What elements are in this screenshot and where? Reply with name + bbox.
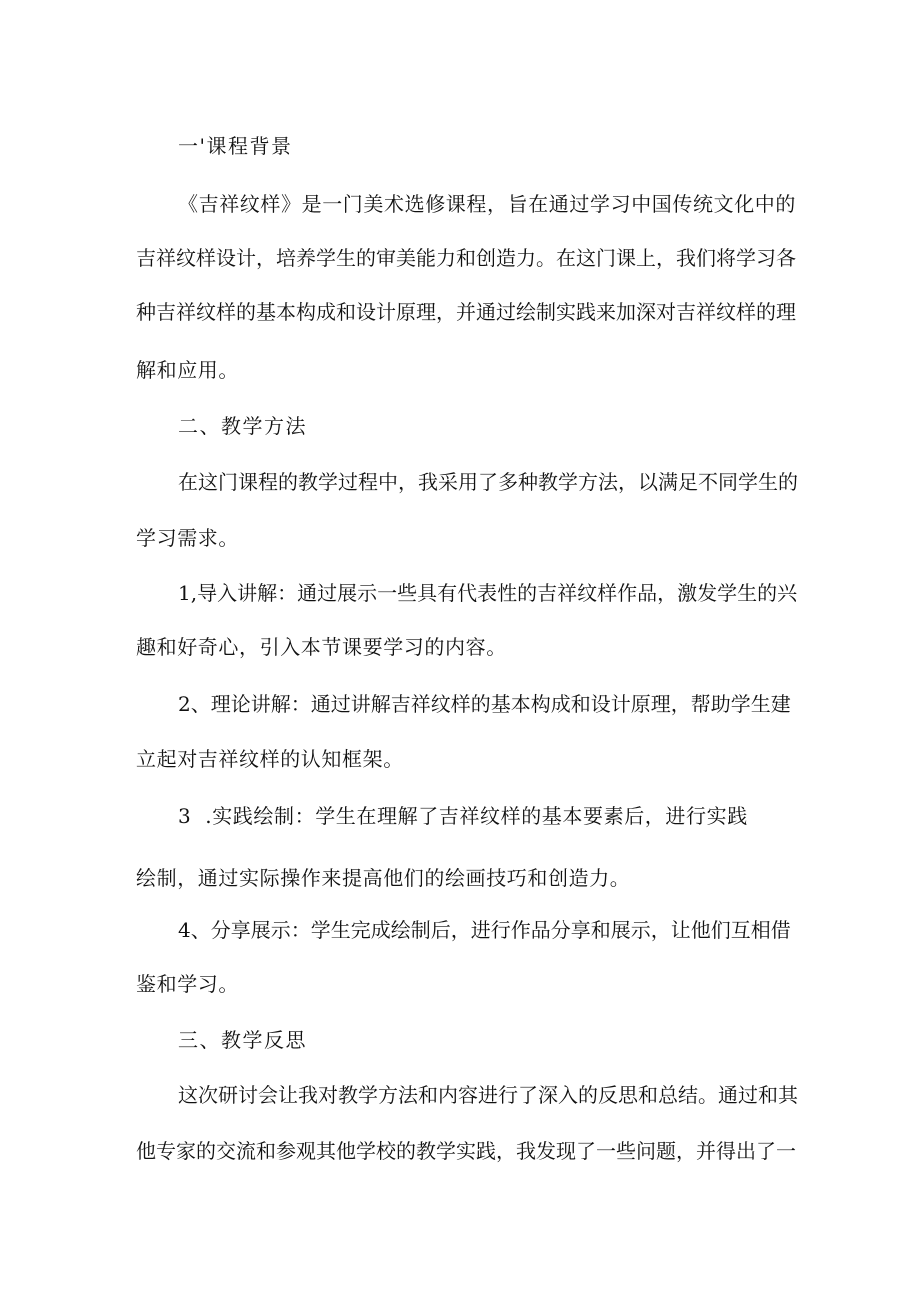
- list-item-theory: 2、理论讲解：通过讲解吉祥纹样的基本构成和设计原理，帮助学生建: [178, 692, 791, 716]
- paragraph-line: 吉祥纹样设计，培养学生的审美能力和创造力。在这门课上，我们将学习各: [136, 246, 796, 270]
- section-heading-background: 一'课程背景: [178, 134, 293, 158]
- list-item-intro: 1,导入讲解：通过展示一些具有代表性的吉祥纹样作品，激发学生的兴: [178, 581, 798, 605]
- paragraph-line: 绘制，通过实际操作来提高他们的绘画技巧和创造力。: [136, 866, 631, 890]
- list-item-practice: 3 .实践绘制：学生在理解了吉祥纹样的基本要素后，进行实践: [178, 804, 748, 828]
- list-item-sharing: 4、分享展示：学生完成绘制后，进行作品分享和展示，让他们互相借: [178, 918, 791, 942]
- paragraph-line: 种吉祥纹样的基本构成和设计原理，并通过绘制实践来加深对吉祥纹样的理: [136, 300, 796, 324]
- paragraph-line: 立起对吉祥纹样的认知框架。: [136, 747, 404, 771]
- section-heading-methods: 二、教学方法: [178, 414, 307, 438]
- paragraph-line: 解和应用。: [136, 358, 239, 382]
- paragraph-line: 在这门课程的教学过程中，我采用了多种教学方法，以满足不同学生的: [178, 470, 798, 494]
- paragraph-line: 这次研讨会让我对教学方法和内容进行了深入的反思和总结。通过和其: [178, 1083, 798, 1107]
- paragraph-line: 《吉祥纹样》是一门美术选修课程，旨在通过学习中国传统文化中的: [178, 192, 796, 216]
- paragraph-line: 鉴和学习。: [136, 972, 239, 996]
- paragraph-line: 学习需求。: [136, 526, 239, 550]
- paragraph-line: 他专家的交流和参观其他学校的教学实践，我发现了一些问题，并得出了一: [136, 1139, 796, 1163]
- section-heading-reflection: 三、教学反思: [178, 1028, 307, 1052]
- paragraph-line: 趣和好奇心，引入本节课要学习的内容。: [136, 635, 507, 659]
